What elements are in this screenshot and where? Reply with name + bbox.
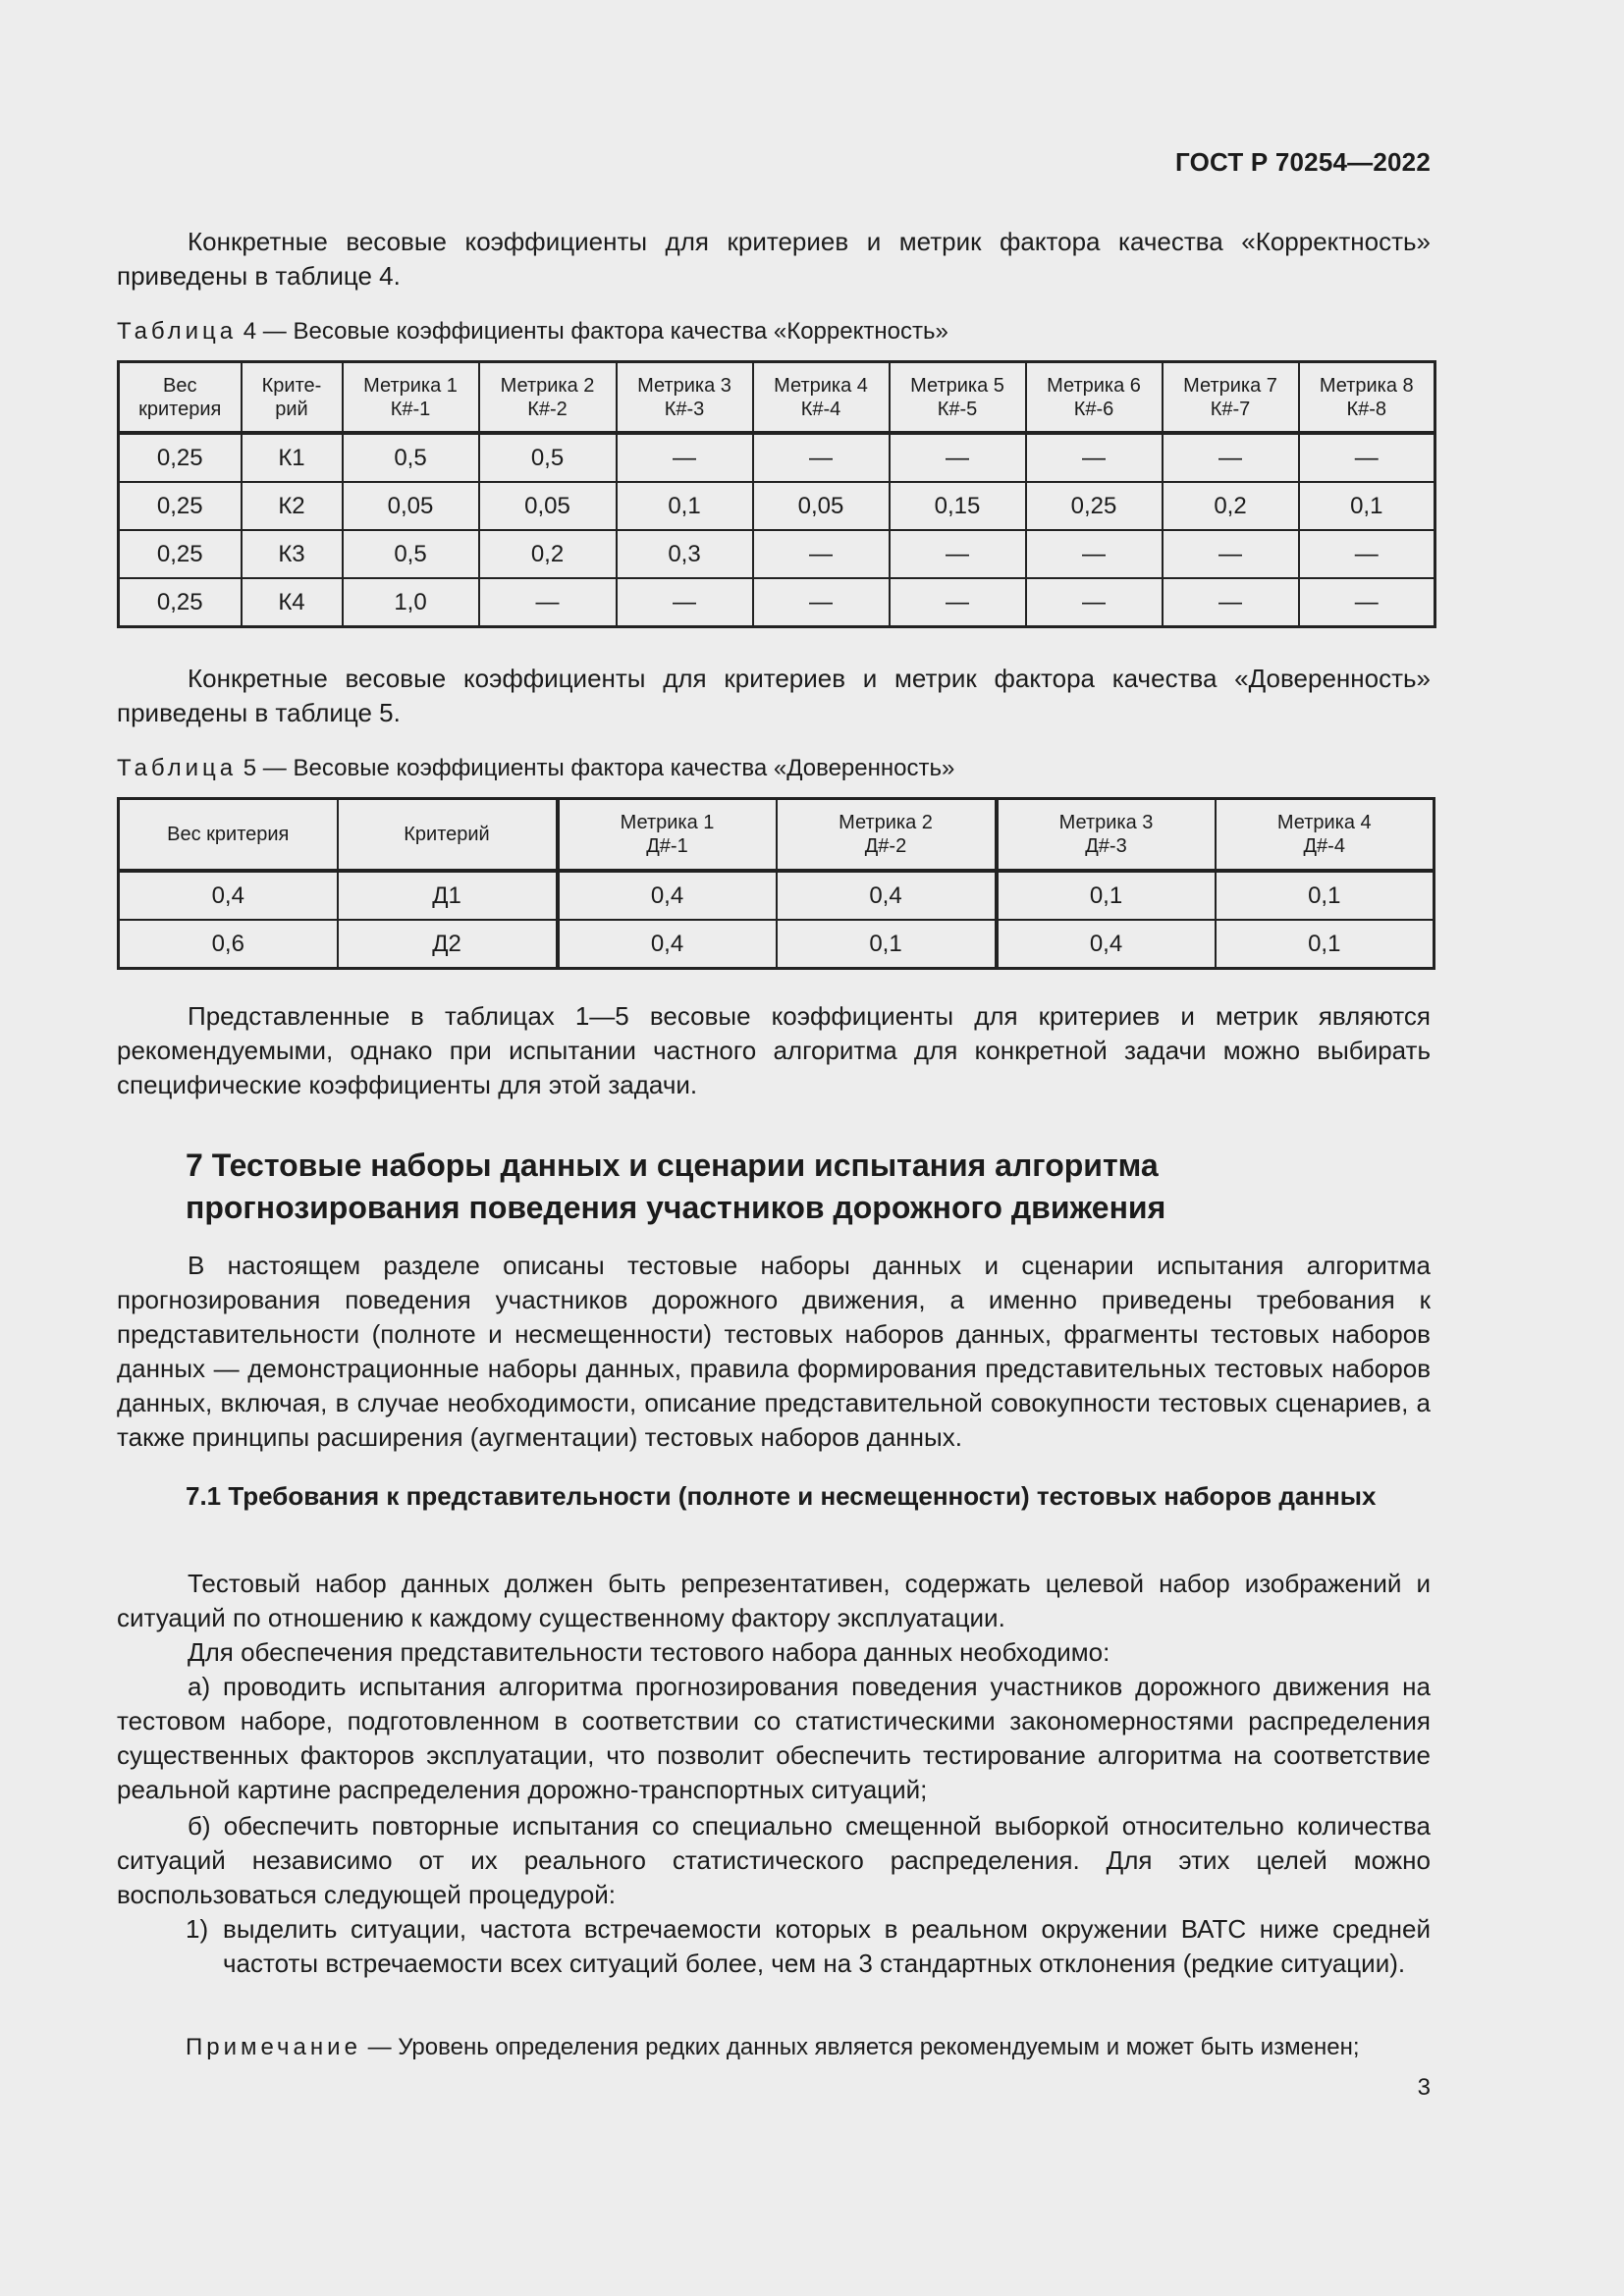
table-cell: 0,15 [890, 482, 1026, 530]
table-cell: 0,1 [617, 482, 753, 530]
table4-header-row [119, 362, 1435, 434]
table4-caption-text: 4 — Весовые коэффициенты фактора качества «Корректность» [243, 318, 948, 345]
table4-header-cell: Метрика 1 К#-1 [343, 362, 479, 434]
table4-caption-label: Таблица [117, 318, 238, 345]
table-cell: — [1163, 433, 1299, 482]
table4-header-cell: Метрика 7 К#-7 [1163, 362, 1299, 434]
table-cell: 0,05 [343, 482, 479, 530]
table-cell: 0,4 [119, 871, 338, 920]
table-cell: — [753, 433, 890, 482]
table-cell: — [617, 578, 753, 627]
table-cell: 0,5 [343, 433, 479, 482]
table-cell: 0,6 [119, 920, 338, 969]
section-7-paragraph: В настоящем разделе описаны тестовые наборы данных и сценарии испытания алгоритма прогнозирования поведения участников дорожного движения, а именно приведены требования к представительности (полноте и несмещенности) тестовых наборов данных, фрагменты тестовых наборов данных — демонстрационные наборы данных, правила формирования представительных тестовых наборов данных, включая, в случае необходимости, описание представительной совокупности тестовых сценариев, а также принципы расширения (аугментации) тестовых наборов данных. [117, 1251, 1431, 1452]
table5-caption-text: 5 — Весовые коэффициенты фактора качества «Доверенность» [243, 755, 955, 781]
page-number: 3 [1417, 2074, 1431, 2101]
table-cell: 1,0 [343, 578, 479, 627]
list-item-b: б) обеспечить повторные испытания со специально смещенной выборкой относительно количества ситуаций независимо от их реального статистического распределения. Для этих целей можно воспользоваться следующей процедурой: [117, 1811, 1431, 1909]
table-cell: 0,25 [119, 530, 242, 578]
table-cell: 0,25 [119, 578, 242, 627]
table4-header-cell: Крите- рий [242, 362, 343, 434]
table5-header-cell: Метрика 4 Д#-4 [1216, 799, 1435, 872]
section-7-1-paragraph-2: Для обеспечения представительности тестового набора данных необходимо: [188, 1637, 1110, 1667]
table-cell: 0,25 [1026, 482, 1163, 530]
table-cell: 0,4 [997, 920, 1216, 969]
table4 [117, 360, 1436, 628]
table-cell: Д2 [338, 920, 558, 969]
table4-caption [117, 316, 1431, 347]
table5-caption-label: Таблица [117, 755, 238, 781]
table-cell: — [753, 578, 890, 627]
table-row [119, 871, 1435, 920]
table4-header-cell: Метрика 5 К#-5 [890, 362, 1026, 434]
list-item-1-text: выделить ситуации, частота встречаемости которых в реальном окружении ВАТС ниже средней частоты встречаемости всех ситуаций более, чем на 3 стандартных отклонения (редкие ситуации). [223, 1914, 1431, 1978]
table-cell: 0,1 [777, 920, 997, 969]
list-item-1 [186, 1912, 1431, 1981]
tables-summary-paragraph: Представленные в таблицах 1—5 весовые коэффициенты для критериев и метрик являются рекомендуемыми, однако при испытании частного алгоритма для конкретной задачи можно выбирать специфические коэффициенты для этой задачи. [117, 1001, 1431, 1099]
table-cell: 0,25 [119, 433, 242, 482]
table-cell: — [890, 530, 1026, 578]
table-cell: — [1299, 530, 1435, 578]
note-text: — Уровень определения редких данных является рекомендуемым и может быть изменен; [360, 2034, 1360, 2060]
table-cell: — [1299, 433, 1435, 482]
table-cell: — [617, 433, 753, 482]
table-cell: К2 [242, 482, 343, 530]
table5-caption [117, 753, 1431, 784]
table-cell: — [890, 433, 1026, 482]
table-cell: 0,05 [479, 482, 617, 530]
table-cell: — [753, 530, 890, 578]
list-item-a: а) проводить испытания алгоритма прогнозирования поведения участников дорожного движения на тестовом наборе, подготовленном в соответствии со статистическими закономерностями распределения существенных факторов эксплуатации, что позволит обеспечить тестирование алгоритма на соответствие реальной картине распределения дорожно-транспортных ситуаций; [117, 1672, 1431, 1804]
table-cell: К3 [242, 530, 343, 578]
table5-header-cell: Вес критерия [119, 799, 338, 872]
table4-header-cell: Вес критерия [119, 362, 242, 434]
table-cell: — [890, 578, 1026, 627]
table4-header-cell: Метрика 4 К#-4 [753, 362, 890, 434]
table-cell: 0,1 [1299, 482, 1435, 530]
table-cell: — [1026, 530, 1163, 578]
table4-header-cell: Метрика 8 К#-8 [1299, 362, 1435, 434]
table5-header-cell: Метрика 3 Д#-3 [997, 799, 1216, 872]
table5 [117, 797, 1435, 970]
table-cell: К4 [242, 578, 343, 627]
table-row [119, 530, 1435, 578]
table-cell: К1 [242, 433, 343, 482]
table-cell: 0,5 [479, 433, 617, 482]
table-cell: 0,2 [479, 530, 617, 578]
table-row [119, 482, 1435, 530]
table-row [119, 920, 1435, 969]
table-cell: 0,5 [343, 530, 479, 578]
section-7-1-heading: 7.1 Требования к представительности (полноте и несмещенности) тестовых наборов данных [186, 1481, 1377, 1511]
table-cell: — [479, 578, 617, 627]
table-cell: Д1 [338, 871, 558, 920]
table4-header-cell: Метрика 6 К#-6 [1026, 362, 1163, 434]
table-cell: 0,25 [119, 482, 242, 530]
table5-header-cell: Метрика 2 Д#-2 [777, 799, 997, 872]
table-cell: 0,4 [558, 871, 777, 920]
section-7-1-paragraph-1: Тестовый набор данных должен быть репрезентативен, содержать целевой набор изображений и ситуаций по отношению к каждому существенному фактору эксплуатации. [117, 1569, 1431, 1632]
table-cell: — [1299, 578, 1435, 627]
note [186, 2032, 1360, 2063]
note-label: Примечание [186, 2034, 361, 2060]
table-cell: 0,1 [1216, 920, 1435, 969]
table-cell: 0,4 [558, 920, 777, 969]
table-cell: 0,1 [1216, 871, 1435, 920]
table-cell: — [1163, 578, 1299, 627]
table5-header-row [119, 799, 1435, 872]
table-row [119, 433, 1435, 482]
table-row [119, 578, 1435, 627]
table-cell: 0,05 [753, 482, 890, 530]
table-cell: — [1163, 530, 1299, 578]
table-cell: 0,2 [1163, 482, 1299, 530]
table-cell: — [1026, 578, 1163, 627]
table-cell: 0,4 [777, 871, 997, 920]
table5-header-cell: Критерий [338, 799, 558, 872]
table4-header-cell: Метрика 3 К#-3 [617, 362, 753, 434]
table5-header-cell: Метрика 1 Д#-1 [558, 799, 777, 872]
document-header: ГОСТ Р 70254—2022 [1175, 147, 1431, 177]
intro-table5: Конкретные весовые коэффициенты для критериев и метрик фактора качества «Доверенность» приведены в таблице 5. [117, 664, 1431, 727]
intro-table4: Конкретные весовые коэффициенты для критериев и метрик фактора качества «Корректность» приведены в таблице 4. [117, 227, 1431, 291]
table-cell: — [1026, 433, 1163, 482]
table4-header-cell: Метрика 2 К#-2 [479, 362, 617, 434]
list-item-1-number: 1) [186, 1914, 209, 1944]
table-cell: 0,3 [617, 530, 753, 578]
table-cell: 0,1 [997, 871, 1216, 920]
section-7-heading: 7 Тестовые наборы данных и сценарии испытания алгоритма прогнозирования поведения участников дорожного движения [186, 1148, 1166, 1225]
